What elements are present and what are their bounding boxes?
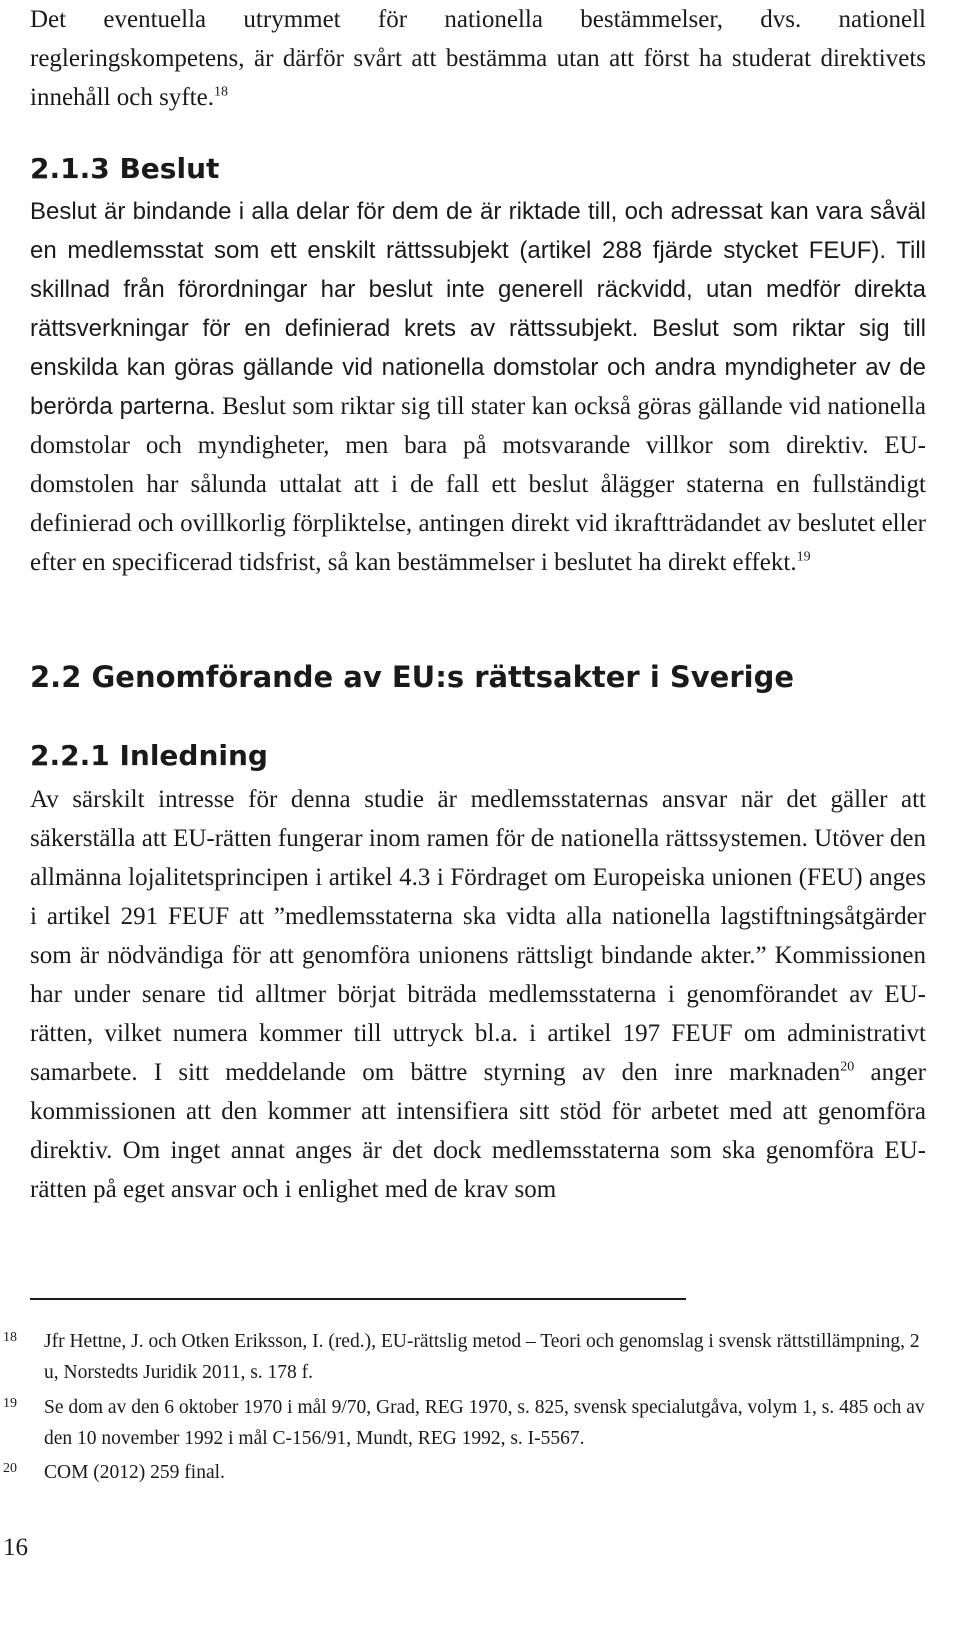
beslut-paragraph-serif-text: Beslut som riktar sig till stater kan också göras gällande vid nationella domstolar och myndigheter, men bara på motsvarande villkor som direktiv. xyxy=(30,393,926,459)
footnote-text: Se dom av den 6 oktober 1970 i mål 9/70, Grad, REG 1970, s. 825, svensk specialutgåva, volym 1, s. 485 och av den 10 november 1992 i mål C-156/91, Mundt, REG 1992, s. I-5567. xyxy=(44,1397,925,1449)
inledning-paragraph-text-1: Av särskilt intresse för denna studie är medlemsstaternas ansvar när det gäller att säkerställa att EU-rätten fungerar inom ramen för de nationella rättssystemen. Utöver den allmänna lojalitetsprincipen i artikel 4.3 i Fördraget om Europeiska unionen (FEU) anges i artikel 291 FEUF att ”medlemsstaterna ska vidta alla nationella lagstiftningsåtgärder som är nödvändiga för att genomföra unionens rättsligt bindande akter.” Kommissionen har under senare tid alltmer börjat biträda medlemsstaterna i genomförandet av EU-rätten, vilket numera kommer till uttryck bl.a. i artikel 197 FEUF om administrativt samarbete. I sitt meddelande om bättre styrning av den inre marknaden xyxy=(30,786,926,1086)
footnote-divider xyxy=(30,1298,686,1300)
intro-paragraph-text: Det eventuella utrymmet för nationella bestämmelser, dvs. nationell regleringskompetens, är därför svårt att bestämma utan att först ha studerat direktivets innehåll och syfte. xyxy=(30,6,926,111)
inledning-paragraph xyxy=(30,780,926,1209)
page-number: 16 xyxy=(3,1534,28,1561)
footnote-number: 20 xyxy=(3,1461,17,1476)
footnote-ref-20[interactable]: 20 xyxy=(840,1059,855,1075)
beslut-paragraph-closing-text: EU-domstolen har sålunda uttalat att i de fall ett beslut ålägger staterna en fullständigt definierad och ovillkorlig förpliktelse, antingen direkt vid ikraftträdandet av beslutet eller efter en specificerad tidsfrist, så kan bestämmelser i beslutet ha direkt effekt. xyxy=(30,432,926,576)
intro-paragraph xyxy=(30,0,926,117)
beslut-paragraph xyxy=(30,192,926,582)
footnote-text: COM (2012) 259 final. xyxy=(44,1462,225,1483)
section-heading-genomforande: 2.2 Genomförande av EU:s rättsakter i Sverige xyxy=(30,660,794,694)
footnote-ref-18[interactable]: 18 xyxy=(213,84,228,100)
footnote-ref-19[interactable]: 19 xyxy=(796,549,811,565)
footnote-number: 19 xyxy=(3,1396,17,1411)
beslut-paragraph-sans-text: Beslut är bindande i alla delar för dem de är riktade till, och adressat kan vara såväl en medlemsstat som ett enskilt rättssubjekt (artikel 288 fjärde stycket FEUF). Till skillnad från förordningar har beslut inte generell räckvidd, utan medför direkta rättsverkningar för en definierad krets av rättssubjekt. Beslut som riktar sig till enskilda kan göras gällande vid nationella domstolar och andra myndigheter av de berörda parterna. xyxy=(30,198,926,420)
section-heading-beslut: 2.1.3 Beslut xyxy=(30,152,220,185)
footnote-number: 18 xyxy=(3,1330,17,1345)
inledning-paragraph-text-2: anger kommissionen att den kommer att intensifiera sitt stöd för arbetet med att genomföra direktiv. Om inget annat anges är det dock medlemsstaterna som ska genomföra EU-rätten på eget ansvar och i enlighet med de krav som xyxy=(30,1059,926,1203)
section-heading-inledning: 2.2.1 Inledning xyxy=(30,739,268,772)
footnote-text: Jfr Hettne, J. och Otken Eriksson, I. (red.), EU-rättslig metod – Teori och genomslag i svensk rättstillämpning, 2 u, Norstedts Juridik 2011, s. 178 f. xyxy=(44,1331,920,1383)
